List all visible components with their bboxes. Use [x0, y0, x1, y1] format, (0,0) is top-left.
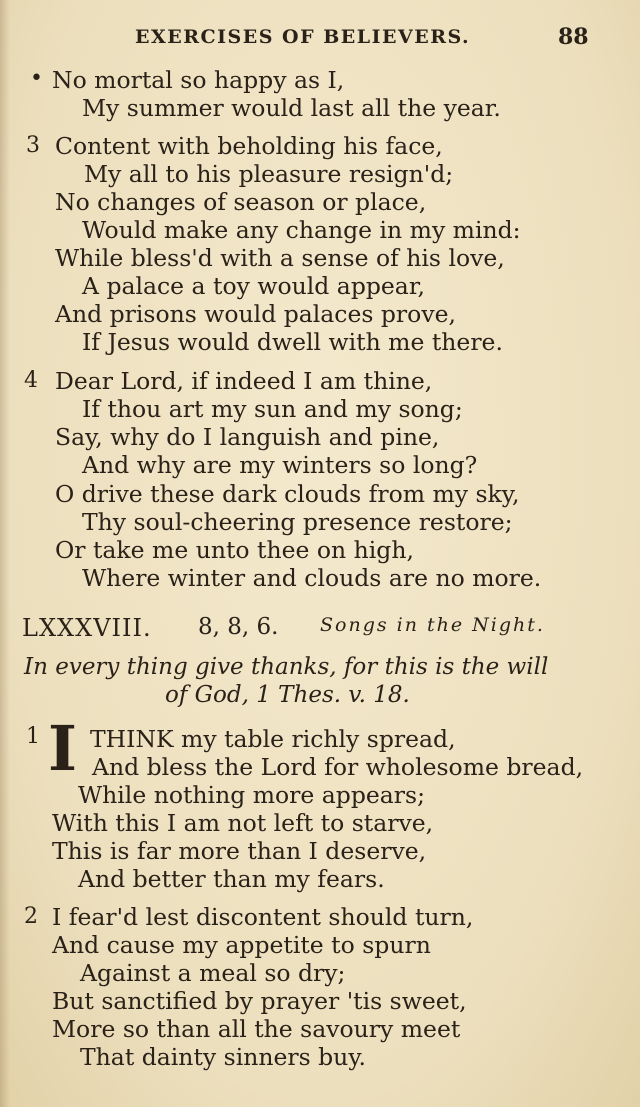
- poem-line: My all to his pleasure resign'd;: [84, 160, 454, 188]
- poem-line: No changes of season or place,: [55, 188, 427, 216]
- poem-line: And cause my appetite to spurn: [52, 931, 431, 959]
- poem-line: Or take me unto thee on high,: [55, 536, 414, 564]
- poem-line: Against a meal so dry;: [80, 959, 346, 987]
- poem-line: And better than my fears.: [78, 865, 385, 893]
- poem-line: This is far more than I deserve,: [52, 837, 427, 865]
- poem-line: I fear'd lest discontent should turn,: [52, 903, 474, 931]
- hymn-number: LXXXVIII.: [22, 614, 152, 642]
- poem-line: My summer would last all the year.: [82, 94, 501, 122]
- verse-number: 4: [24, 368, 38, 393]
- poem-line: Dear Lord, if indeed I am thine,: [55, 367, 433, 395]
- poem-line: Would make any change in my mind:: [82, 216, 521, 244]
- poem-line: And prisons would palaces prove,: [55, 300, 456, 328]
- poem-line: And bless the Lord for wholesome bread,: [92, 753, 584, 781]
- poem-line: A palace a toy would appear,: [82, 272, 425, 300]
- poem-line: That dainty sinners buy.: [80, 1043, 366, 1071]
- epigraph-line: In every thing give thanks, for this is the will: [24, 654, 549, 680]
- poem-line: And why are my winters so long?: [82, 451, 478, 479]
- continuation-marker: •: [30, 66, 43, 91]
- hymn-meter: 8, 8, 6.: [198, 614, 279, 640]
- poem-line: With this I am not left to starve,: [52, 809, 434, 837]
- poem-line: If Jesus would dwell with me there.: [82, 328, 503, 356]
- epigraph-line: of God, 1 Thes. v. 18.: [165, 682, 410, 708]
- poem-line: Thy soul-cheering presence restore;: [82, 508, 513, 536]
- running-head: EXERCISES OF BELIEVERS.: [135, 26, 471, 48]
- poem-line: More so than all the savoury meet: [52, 1015, 461, 1043]
- hymn-heading: [22, 614, 622, 644]
- drop-cap: I: [48, 712, 78, 785]
- page-number: 88: [558, 24, 589, 50]
- poem-line: THINK my table richly spread,: [90, 725, 456, 753]
- page-header: [0, 24, 640, 54]
- poem-line: While nothing more appears;: [78, 781, 425, 809]
- poem-line: No mortal so happy as I,: [52, 66, 345, 94]
- poem-line: Content with beholding his face,: [55, 132, 443, 160]
- poem-line: Say, why do I languish and pine,: [55, 423, 440, 451]
- hymn-title: Songs in the Night.: [320, 614, 545, 636]
- poem-line: But sanctified by prayer 'tis sweet,: [52, 987, 467, 1015]
- verse-number: 2: [24, 904, 38, 929]
- poem-line: If thou art my sun and my song;: [82, 395, 463, 423]
- poem-line: While bless'd with a sense of his love,: [55, 244, 505, 272]
- verse-number: 3: [26, 133, 40, 158]
- poem-line: O drive these dark clouds from my sky,: [55, 480, 520, 508]
- poem-line: Where winter and clouds are no more.: [82, 564, 542, 592]
- page-edge-shadow: [0, 0, 10, 1107]
- verse-number: 1: [26, 724, 40, 749]
